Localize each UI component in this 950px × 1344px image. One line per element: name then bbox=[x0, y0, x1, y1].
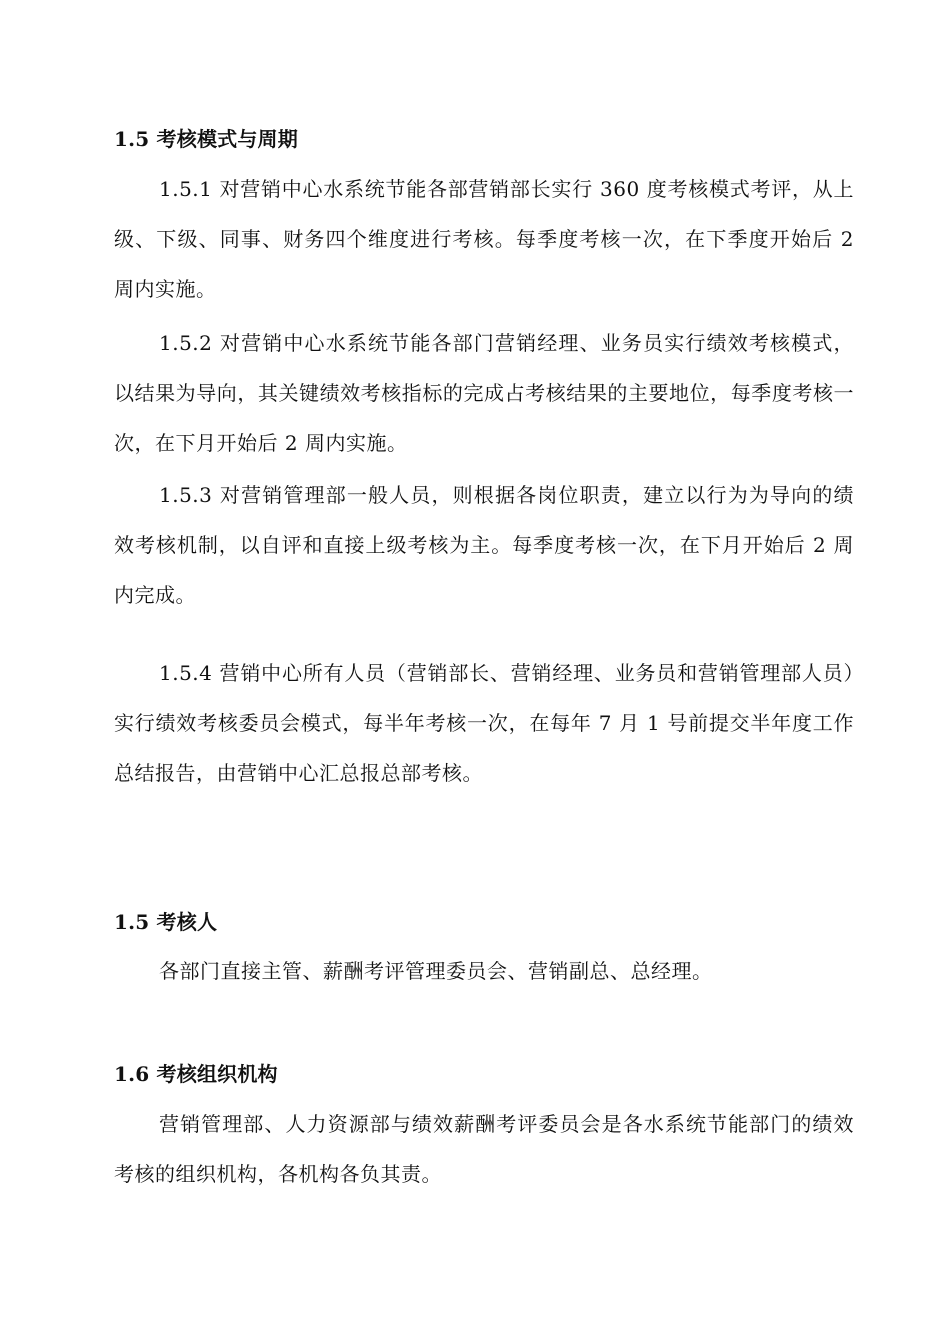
section-heading-organization: 1.6 考核组织机构 bbox=[114, 1062, 278, 1086]
paragraph-1-5-1: 1.5.1 对营销中心水系统节能各部营销部长实行 360 度考核模式考评，从上级、下级、同事、财务四个维度进行考核。每季度考核一次，在下季度开始后 2 周内实施。 bbox=[114, 177, 854, 301]
section-heading-assessor: 1.5 考核人 bbox=[114, 910, 218, 934]
paragraph-assessor: 各部门直接主管、薪酬考评管理委员会、营销副总、总经理。 bbox=[159, 959, 713, 983]
paragraph-1-5-2: 1.5.2 对营销中心水系统节能各部门营销经理、业务员实行绩效考核模式，以结果为导向，其关键绩效考核指标的完成占考核结果的主要地位，每季度考核一次，在下月开始后 2 周内实施。 bbox=[114, 331, 854, 455]
paragraph-1-5-4: 1.5.4 营销中心所有人员（营销部长、营销经理、业务员和营销管理部人员）实行绩效考核委员会模式，每半年考核一次，在每年 7 月 1 号前提交半年度工作总结报告，由营销中心汇总报总部考核。 bbox=[114, 661, 854, 785]
paragraph-organization: 营销管理部、人力资源部与绩效薪酬考评委员会是各水系统节能部门的绩效考核的组织机构，各机构各负其责。 bbox=[114, 1112, 854, 1186]
section-heading-assessment-mode: 1.5 考核模式与周期 bbox=[114, 127, 298, 151]
paragraph-1-5-3: 1.5.3 对营销管理部一般人员，则根据各岗位职责，建立以行为为导向的绩效考核机制，以自评和直接上级考核为主。每季度考核一次，在下月开始后 2 周内完成。 bbox=[114, 483, 854, 607]
